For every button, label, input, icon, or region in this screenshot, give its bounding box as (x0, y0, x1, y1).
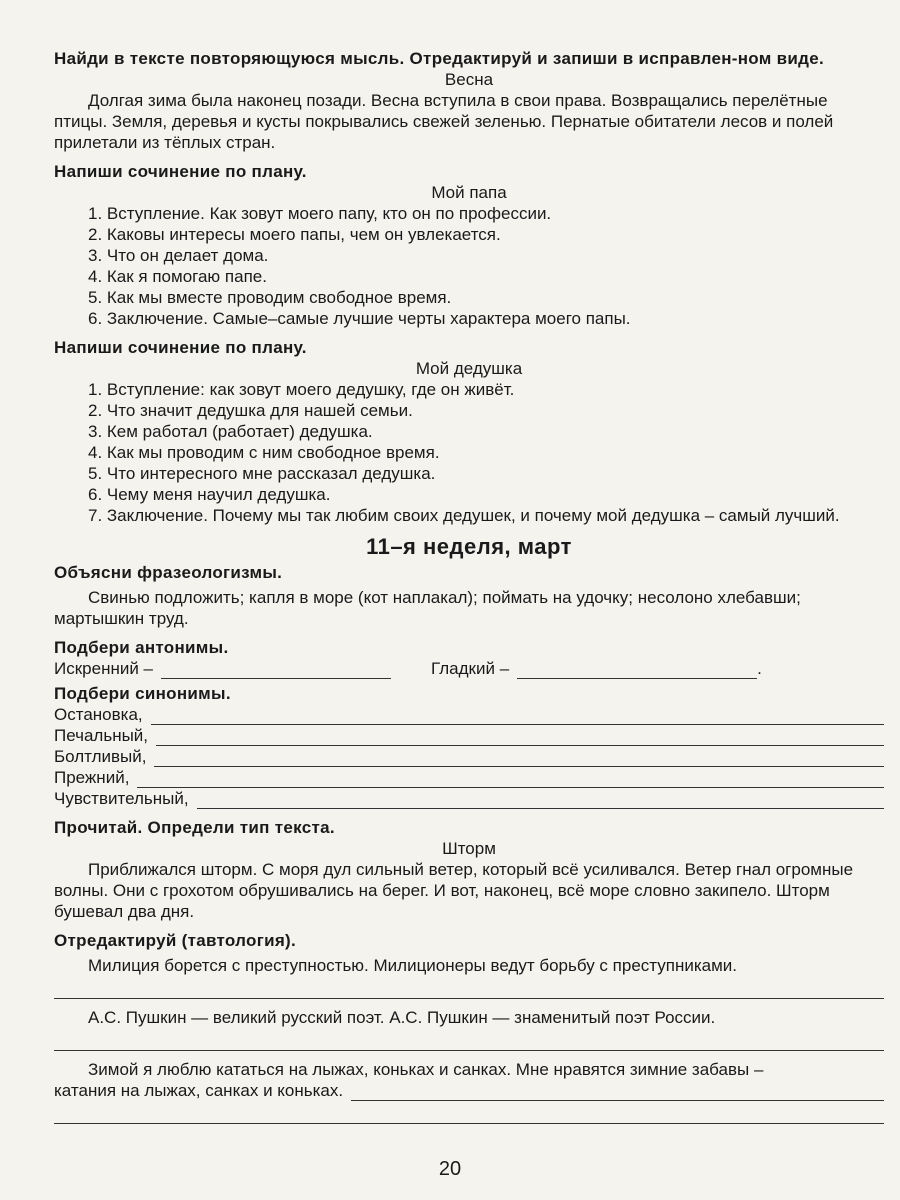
answer-line[interactable] (351, 1084, 884, 1101)
task2-title: Мой папа (431, 183, 507, 202)
plan-item: 4. Как мы проводим с ним свободное время. (88, 443, 440, 462)
synonym-answer-line[interactable] (151, 708, 884, 725)
plan-item: 5. Как мы вместе проводим свободное время. (88, 288, 452, 307)
answer-line[interactable] (54, 976, 884, 999)
task6-heading: Подбери синонимы. (54, 684, 231, 703)
antonym-answer-line[interactable] (161, 662, 391, 679)
plan-item: 4. Как я помогаю папе. (88, 267, 267, 286)
task3-title: Мой дедушка (415, 359, 523, 378)
synonym-word: Чувствительный, (54, 789, 189, 808)
antonym-end: . (757, 659, 762, 678)
task4-heading: Объясни фразеологизмы. (54, 563, 283, 582)
week-heading: 11–я неделя, март (366, 534, 572, 559)
synonym-word: Болтливый, (54, 747, 147, 766)
plan-item: 6. Заключение. Самые–самые лучшие черты характера моего папы. (88, 309, 631, 328)
plan-item: 5. Что интересного мне рассказал дедушка. (88, 464, 436, 483)
synonym-row (54, 788, 884, 809)
synonym-row (54, 704, 884, 725)
plan-item: 2. Что значит дедушка для нашей семьи. (88, 401, 413, 420)
tautology-row (54, 1080, 884, 1101)
synonym-word: Остановка, (54, 705, 143, 724)
task3-plan (54, 379, 884, 505)
synonym-answer-line[interactable] (154, 750, 884, 767)
synonym-answer-line[interactable] (137, 771, 884, 788)
task7-heading: Прочитай. Определи тип текста. (54, 818, 335, 837)
task7-title: Шторм (442, 839, 496, 858)
plan-item: 3. Что он делает дома. (88, 246, 269, 265)
synonym-word: Печальный, (54, 726, 149, 745)
plan-item: 1. Вступление: как зовут моего дедушку, где он живёт. (88, 380, 515, 399)
synonym-row (54, 725, 884, 746)
antonym-word: Искренний – (54, 659, 154, 678)
plan-item: 7. Заключение. Почему мы так любим своих дедушек, и почему мой дедушка – самый лучший. (88, 506, 840, 525)
tautology-sentence-end: катания на лыжах, санках и коньках. (54, 1081, 344, 1100)
tautology-sentence: Милиция борется с преступностью. Милиционеры ведут борьбу с преступниками. (88, 956, 738, 975)
antonyms-row (54, 658, 884, 679)
synonym-row (54, 767, 884, 788)
tautology-sentence: Зимой я люблю кататься на лыжах, коньках и санках. Мне нравятся зимние забавы – (88, 1060, 764, 1079)
task7-text: Приближался шторм. С моря дул сильный ветер, который всё усиливался. Ветер гнал огромные волны. Они с грохотом обрушивались на берег. И вот, наконец, всё море словно закипело. Шторм бушевал два дня. (54, 860, 854, 921)
synonym-answer-line[interactable] (197, 792, 884, 809)
synonym-answer-line[interactable] (156, 729, 884, 746)
task2-heading: Напиши сочинение по плану. (54, 162, 307, 181)
workbook-page (54, 48, 884, 1124)
answer-line[interactable] (54, 1028, 884, 1051)
synonym-word: Прежний, (54, 768, 130, 787)
task4-text: Свинью подложить; капля в море (кот наплакал); поймать на удочку; несолоно хлебавши; мартышкин труд. (54, 588, 801, 628)
page-number: 20 (438, 1158, 462, 1180)
tautology-sentence: А.С. Пушкин — великий русский поэт. А.С. Пушкин — знаменитый поэт России. (88, 1008, 716, 1027)
plan-item: 1. Вступление. Как зовут моего папу, кто он по профессии. (88, 204, 552, 223)
antonym-word: Гладкий – (431, 659, 510, 678)
plan-item: 3. Кем работал (работает) дедушка. (88, 422, 373, 441)
task8-heading: Отредактируй (тавтология). (54, 931, 297, 950)
answer-line[interactable] (54, 1101, 884, 1124)
task1-heading: Найди в тексте повторяющуюся мысль. Отредактируй и запиши в исправлен-ном виде. (54, 49, 825, 68)
task5-heading: Подбери антонимы. (54, 638, 229, 657)
synonym-row (54, 746, 884, 767)
task3-heading: Напиши сочинение по плану. (54, 338, 307, 357)
task1-title: Весна (444, 70, 494, 89)
task1-text: Долгая зима была наконец позади. Весна вступила в свои права. Возвращались перелётные птицы. Земля, деревья и кусты покрывались свежей зеленью. Пернатые обитатели лесов и полей прилетали из тёплых стран. (54, 91, 834, 152)
plan-item: 6. Чему меня научил дедушка. (88, 485, 331, 504)
task2-plan (54, 203, 884, 329)
antonym-answer-line[interactable] (517, 662, 757, 679)
plan-item: 2. Каковы интересы моего папы, чем он увлекается. (88, 225, 501, 244)
